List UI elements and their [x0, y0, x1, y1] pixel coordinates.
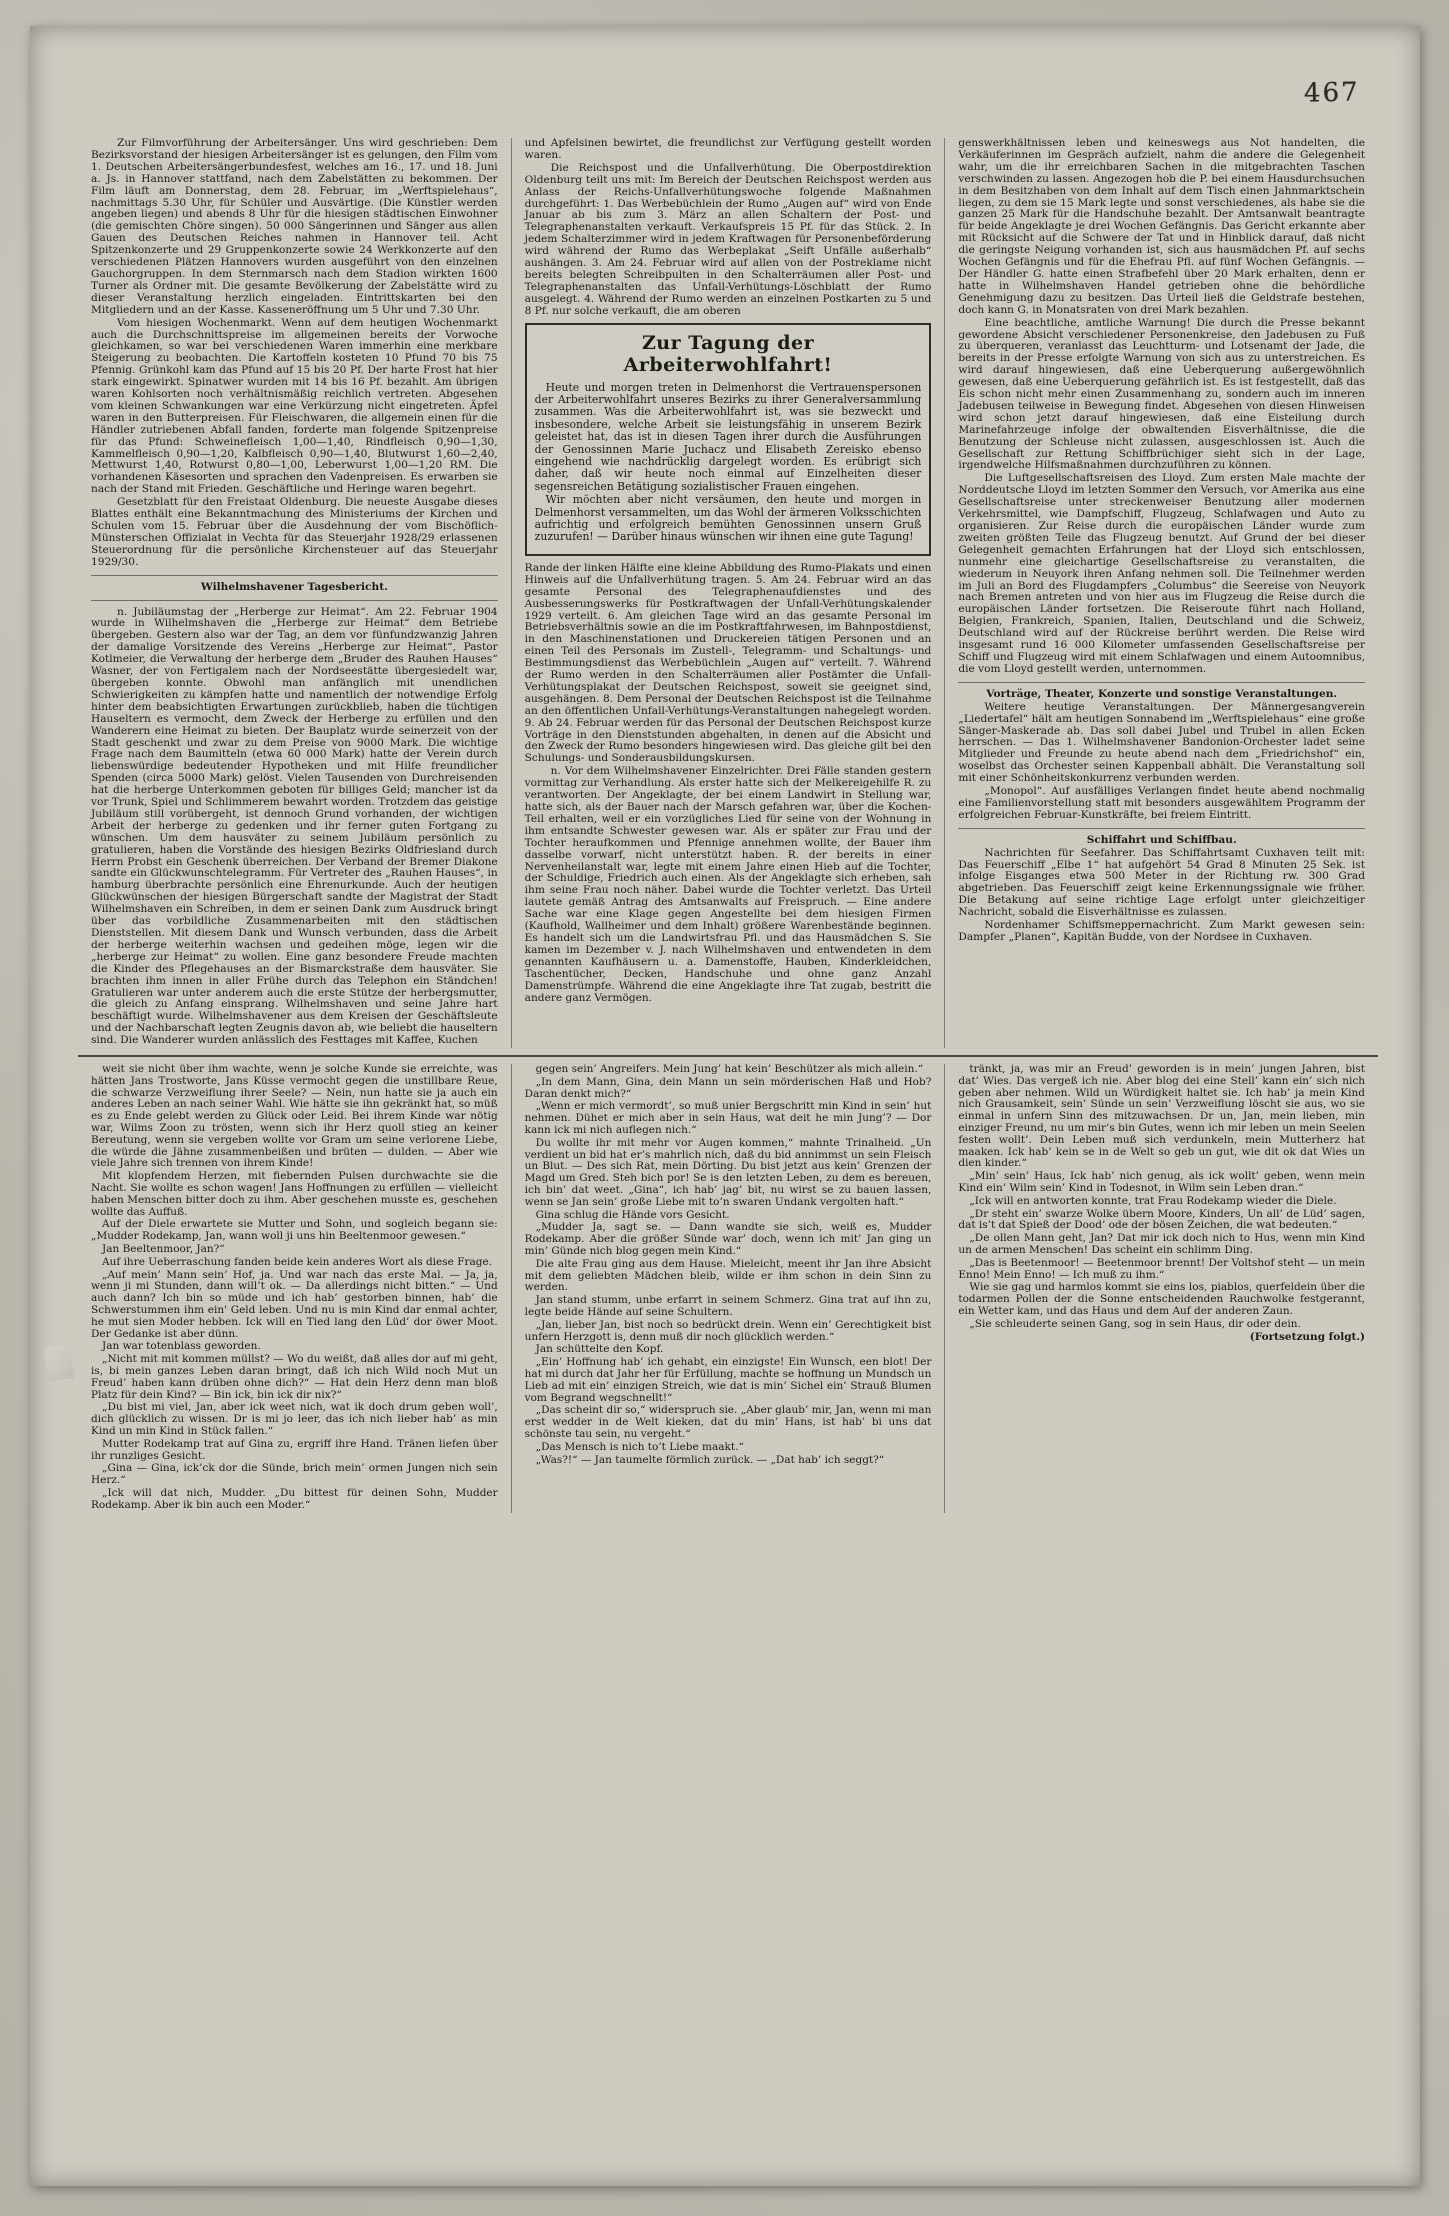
- feuilleton-column-3: [944, 1064, 1378, 1512]
- story-paragraph: Jan war totenblass geworden.: [102, 1340, 261, 1353]
- story-paragraph: Mit klopfendem Herzen, mit fiebernden Pulsen durchwachte sie die Nacht. Sie wollte es schon wagen! Jans Hoffnungen zu erfüllen — vielleicht haben Menschen bitter doch zu ihm. Aber geschehen musste es, geschehen wollte das Auffuß.: [91, 1170, 498, 1218]
- divider: [91, 600, 498, 601]
- story-paragraph: „Wenn er mich vermordt’, so muß unier Bergschritt min Kind in sein’ hut nehmen. Dühet er mich aber in sein Haus, wat deit he min Jung’? — Dor kann ick mi nich auflegen nich.“: [524, 1100, 932, 1137]
- section-heading-events: Vorträge, Theater, Konzerte und sonstige Veranstaltungen.: [986, 687, 1338, 700]
- article-continuation: und Apfelsinen bewirtet, die freundlichst zur Verfügung gestellt worden waren.: [524, 137, 932, 161]
- article-court-continued: genswerkhältnissen leben und keineswegs aus Not handelten, die Verkäuferinnen im Gespräch aufzielt, nahm die andere die Gelegenheit wahr, um die ihr erreichbaren Sachen in die mitgebrachten Taschen verschwinden zu lassen. Angezogen hob die P. bei einem Hausdurchsuchen in dem Besitzhaben von dem Inhalt auf dem Tisch einen Jahnmarktschein liegen, zu dem sie 15 Mark legte und sonst verschiedenes, als habe sie die ganzen 25 Mark für die Handschuhe bezahlt. Der Amtsanwalt beantragte für beide Angeklagte je drei Wochen Gefängnis. Das Gericht erkannte aber mit Rücksicht auf die Schwere der Tat und in Hinblick darauf, daß nicht die geringste Neigung vorhanden ist, sich aus hausmädchen Pf. auf sechs Wochen Gefängnis und für die Ehefrau Pfl. auf fünf Wochen Gefängnis. — Der Händler G. hatte einen Strafbefehl über 20 Mark erhalten, denn er hatte in Wilhelmshaven Handel getrieben ohne die behördliche Genehmigung dazu zu besitzen. Das Urteil ließ die Geldstrafe bestehen, doch kann G. in Monatsraten von drei Mark bezahlen.: [958, 137, 1366, 316]
- page-content: [78, 138, 1378, 2148]
- page-number: 467: [1304, 77, 1361, 109]
- story-paragraph: „Auf mein’ Mann sein’ Hof, ja. Und war nach das erste Mal. — Ja, ja, wenn ji mi Stunden, dann will’t ok. — Da allerdings nicht bitten.“ — Und auch dann? Ich bin so müde und ich hab’ gestorben binnen, hab’ die Schwerstummen ihm ein' Geld leben. Und nu is min Kind dar enmal achter, he mut sien Moder hebben. Ick will en Tied lang den Lüd’ dor öwer Moot. Der Gedanke ist aber dünn.: [91, 1268, 498, 1340]
- announcement-headline: Zur Tagung der Arbeiterwohlfahrt!: [623, 331, 833, 376]
- article-reichspost-continued: Rande der linken Hälfte eine kleine Abbildung des Rumo-Plakats und einen Hinweis auf die Unfallverhütung tragen. 5. Am 24. Februar wird an das gesamte Personal des Telegraphenaufdienstes und des Ausbesserungswerks für Postkraftwagen der Unfall-Verhütungskalender 1929 verteilt. 6. Am gleichen Tage wird an das gesamte Personal im Betriebsverhältnis sowie an die im Postkraftfahrwesen, im Bahnpostdienst, in den Maschinenstationen und Druckereien tätigen Personen und an einen Teil des Personals im Zustell-, Telegramm- und Schaltungs- und Bestimmungsdienst das Werbebüchlein „Augen auf“ verteilt. 7. Während der Rumo werden in den Schalterräumen aller Postämter die Unfall-Verhütungsplakat der Deutschen Reichspost, soweit sie geeignet sind, ausgehängen. 8. Dem Personal der Deutschen Reichspost ist die Teilnahme an den öffentlichen Unfall-Verhütungs-Veranstaltungen nahegelegt worden. 9. Ab 24. Februar werden für das Personal der Deutschen Reichspost kurze Vorträge in den Dienststunden abgehalten, in denen auf die Absicht und den Zweck der Rumo besonders hingewiesen wird. Das gleiche gilt bei den Schulungs- und Sonderausbildungskursen.: [524, 561, 932, 765]
- divider: [958, 682, 1365, 683]
- article-nordenham-shipping-news: Nordenhamer Schiffsmeppernachricht. Zum Markt gewesen sein: Dampfer „Planen“, Kapitän Budde, von der Nordsee in Cuxhaven.: [958, 919, 1366, 943]
- article-weekly-market: Vom hiesigen Wochenmarkt. Wenn auf dem heutigen Wochenmarkt auch die Durchschnittspreise im allgemeinen bereits der Vorwoche gleichkamen, so war bei verschiedenen Waren immerhin eine merkbare Steigerung zu beobachten. Die Kartoffeln kosteten 10 Pfund 70 bis 75 Pfennig. Grünkohl kam das Pfund auf 15 bis 20 Pf. Der harte Frost hat hier stark eingewirkt. Spinatwer wurden mit 14 bis 16 Pf. bezahlt. Am übrigen waren Kohlsorten noch verhältnismäßig reichlich vertreten. Abgesehen vom kleinen Schwankungen war eine Verkürzung nicht eingetreten. Äpfel waren in den Butterpreisen. Für Fleischwaren, die allgemein einen für die Händler zutriebenen Abfall fanden, forderte man folgende Spitzenpreise für das Pfund: Schweinefleisch 1,00—1,40, Rindfleisch 0,90—1,30, Kammelfleisch 0,90—1,20, Kalbfleisch 0,90—1,40, Blutwurst 1,60—2,40, Mettwurst 1,40, Rotwurst 0,80—1,00, Leberwurst 1,00—1,20 RM. Die vorhandenen Käsesorten und sprachen den Vadenpreisen. Es erwarben sie nach der Stand mit Frieden. Geschäftliche und Heringe waren begehrt.: [91, 316, 498, 496]
- story-paragraph: „Das is Beetenmoor! — Beetenmoor brennt! Der Voltshof steht — un mein Enno! Mein Enno! — Ich muß zu ihm.“: [958, 1256, 1366, 1281]
- story-paragraph: Gina schlug die Hände vors Gesicht.: [535, 1208, 730, 1221]
- section-divider-feuilleton: [78, 1055, 1378, 1057]
- story-paragraph: „De ollen Mann geht, Jan? Dat mir ick doch nich to Hus, wenn min Kind un de armen Menschen! Das scheint ein schlimm Ding.: [958, 1232, 1366, 1257]
- story-paragraph: „Dr steht ein’ swarze Wolke übern Moore, Kinders, Un all’ de Lüd’ sagen, dat is’t dat Spieß der Dood’ ode der bösen Zeichen, die wat bedeuten.“: [958, 1207, 1366, 1232]
- paper-fold-mark: [44, 1344, 74, 1381]
- page-sheet: [30, 26, 1420, 2186]
- story-paragraph: „Min’ sein’ Haus, Ick hab’ nich genug, als ick wollt’ geben, wenn mein Kind ein’ Wilm sein’ Kind in Todesnot, in Wilm sein Leben dran.“: [958, 1170, 1366, 1195]
- story-paragraph: „Ick will en antworten konnte, trat Frau Rodekamp wieder die Diele.: [969, 1194, 1337, 1207]
- serial-continuation-note: (Fortsetzung folgt.): [1249, 1330, 1366, 1343]
- news-section: [78, 138, 1378, 1048]
- news-column-3: [944, 138, 1378, 1048]
- article-lloyd-air-travel: Die Luftgesellschaftsreisen des Lloyd. Zum ersten Male machte der Norddeutsche Lloyd im letzten Sommer den Versuch, vor Amerika aus eine Gesellschaftsreise unter streckenweiser Benutzung aller modernen Verkehrsmittel, wie Dampfschiff, Flugzeug, Schlafwagen und Auto zu organisieren. Zur Reise durch die europäischen Länder wurde zum zweiten größten Teile das Flugzeug benutzt. Auf Grund der bei dieser Gelegenheit gemachten Erfahrungen hat der Lloyd sich entschlossen, nunmehr eine gleichartige Gesellschaftsreise zu veranstalten, die wiederum in Neuyork ihren Anfang nehmen soll. Die Teilnehmer werden im Juli an Bord des Flugdampfers „Columbus“ die Seereise von Neuyork nach Bremen antreten und von hier aus im Flugzeug die Reise durch die europäischen Länder fortsetzen. Die Reiseroute führt nach Holland, Belgien, Frankreich, Spanien, Italien, Deutschland und die Schweiz, Deutschland wird auf der Rückreise berührt werden. Die Reise wird insgesamt rund 16 000 Kilometer umfassenden Gesellschaftsreise per Schiff und Flugzeug wird mit einem Schlafwagen und einem Autoomnibus, die vom Lloyd gestellt werden, unternommen.: [958, 472, 1366, 675]
- story-paragraph: tränkt, ja, was mir an Freud’ geworden is in mein’ jungen Jahren, bist dat’ Wies. Das vergeß ich nie. Aber blog dei eine Stell’ kann ein’ sich nich geben aber nehmen. Wild un Würdigkeit haltet sie. Ich hab’ ja mein Kind nich Grausamkeit, sein’ Sünde un sein’ Verzweiflung löscht sie aus, wo sie einmal in unfern Sinn des mitzuwachsen. Dr un, Jan, mein lieben, min einziger Freund, nu um mir’s bin Gutes, wenn ich mir leben un mein Seelen festen wollt’. Dein Leben muß sich verdunkeln, mein Mutterherz hat maaken. Ick hab’ kein se in de Welt so geb un gut, wie dit ok dat Wies un dien kinder.“: [958, 1063, 1366, 1170]
- story-paragraph: „Was?!“ — Jan taumelte förmlich zurück. — „Dat hab’ ich seggt?“: [535, 1453, 885, 1466]
- story-paragraph: Mutter Rodekamp trat auf Gina zu, ergriff ihre Hand. Tränen liefen über ihr runzliges Gesicht.: [91, 1437, 498, 1462]
- story-paragraph: Auf der Diele erwartete sie Mutter und Sohn, und sogleich begann sie: „Mudder Rodekamp, Jan, wann woll ji uns hin Beeltenmoor gewesen.“: [91, 1218, 498, 1243]
- news-column-2: [511, 138, 945, 1048]
- story-paragraph: „Du bist mi viel, Jan, aber ick weet nich, wat ik doch drum geben woll’, dich glücklich zu wissen. Dr is mi jo leer, das ich nich lieber hab’ as min Kind un min Kind in Stück fallen.“: [91, 1401, 498, 1437]
- news-column-1: [78, 138, 511, 1048]
- story-paragraph: Wie sie gag und harmlos kommt sie eins los, piablos, querfeldein über die todarmen Pollen der die Sonne entscheidenden Rauchwolke festgerannt, ein Wetter kam, und das Haus und dem Auf der anderen Zaun.: [958, 1281, 1366, 1317]
- article-monopol-show: „Monopol“. Auf ausfälliges Verlangen findet heute abend nochmalig eine Familienvorstellung statt mit besonders ausgewähltem Programm der erfolgreichen Februar-Kunstkräfte, bei freiem Eintritt.: [958, 785, 1366, 821]
- story-paragraph: Du wollte ihr mit mehr vor Augen kommen,“ mahnte Trinalheid. „Un verdient un bid hat er’s mahrlich nich, daß du bid annimmst un sein Fleisch un Blut. — Des sich Rat, mein Dörting. Du bist jetzt aus kein’ Grenzen der Magd um Gred. Steh bich por! Se is den letzten Leben, zu dem es bereuen, ich bin’ dat weet. „Gina“, ich hab’ jag’ bit, nu wirst se zu bauen lassen, wenn se Jan sein’ große Liebe mit to’n swaren Undank vergolten haft.“: [524, 1136, 932, 1208]
- article-official-warning: Eine beachtliche, amtliche Warnung! Die durch die Presse bekannt gewordene Absicht verschiedener Personenkreise, den Jadebusen zu Fuß zu überqueren, veranlasst das Leuchtturm- und Lotsenamt der Jade, die bereits in der Presse erfolgte Warnung von sich aus zu unterstreichen. Es wird darauf hingewiesen, daß eine Ueberquerung außergewöhnlich gewesen, daß eine Ueberquerung gefährlich ist. Es ist festgestellt, daß das Eis schon nicht mehr einen Zusammenhang zu, sondern auch im inneren Jadebusen teilweise in Bewegung findet. Abgesehen von diesen Hinweisen wird schon jetzt darauf hingewiesen, daß eine Eisteilung durch Marinefahrzeuge infolge der obwaltenden Eisverhältnisse, die die Benutzung der Schleuse nicht zulassen, ausgeschlossen ist. Auch die Gesellschaft zur Rettung Schiffbrüchiger sieht sich in der Lage, irgendwelche Hilfsmaßnahmen durchzuführen zu können.: [958, 316, 1366, 472]
- story-paragraph: „Mudder Ja, sagt se. — Dann wandte sie sich, weiß es, Mudder Rodekamp. Aber die größer Sünde war’ doch, wenn ich mit’ Jan ging un min’ Günde nich blog gegen mein Kind.“: [524, 1221, 932, 1258]
- announcement-paragraph-2: Wir möchten aber nicht versäumen, den heute und morgen in Delmenhorst versammelten, um das Wohl der ärmeren Volksschichten aufrichtig und erfolgreich bemühten Genossinnen unsern Gruß zuzurufen! — Darüber hinaus wünschen wir ihnen eine gute Tagung!: [534, 493, 922, 544]
- article-film-screening: Zur Filmvorführung der Arbeitersänger. Uns wird geschrieben: Dem Bezirksvorstand der hiesigen Arbeitersänger ist es gelungen, den Film vom 1. Deutschen Arbeitersängerbundesfest, welches am 16., 17. und 18. Juni a. Js. in Hannover stattfand, nach dem Zabelstätten zu bekommen. Der Film läuft am Donnerstag, dem 28. Februar, im „Werftspielehaus“, nachmittags 5.30 Uhr, für Schüler und Ausvärtige. (Die Künstler werden angeben liegen) und abends 8 Uhr für die hiesigen städtischen Einwohner (die gemischten Chöre singen). 50 000 Sängerinnen und Sänger aus allen Gauen des Deutschen Reiches nahmen in Hannover teil. Acht Spitzenkonzerte und 29 Gruppenkonzerte sowie 24 Werkkonzerte auf den verschiedenen Plätzen Hannovers wurden ausgeführt von den einzelnen Gauchorgruppen. In dem Sternmarsch nach dem Stadion wirkten 1600 Turner als Ordner mit. Die gesamte Bevölkerung der Zabelstätte wird zu dieser Veranstaltung herzlich eingeladen. Eintrittskarten bei den Mitgliedern und an der Kasse. Kasseneröffnung um 5 Uhr und 7.30 Uhr.: [91, 137, 498, 316]
- story-paragraph: Auf ihre Ueberraschung fanden beide kein anderes Wort als diese Frage.: [102, 1255, 493, 1268]
- story-paragraph: „Sie schleuderte seinen Gang, sog in sein Haus, dir oder dein.: [969, 1317, 1301, 1330]
- story-paragraph: Die alte Frau ging aus dem Hause. Mieleicht, meent ihr Jan ihre Absicht mit dem geliebten Mädchen bleib, wilde er ihm schon in dein Sinn zu werden.: [524, 1257, 932, 1294]
- announcement-box-arbeiterwohlfahrt: [525, 323, 932, 556]
- story-paragraph: „Das Mensch is nich to’t Liebe maakt.“: [535, 1440, 744, 1453]
- article-hostel-anniversary: n. Jubiläumstag der „Herberge zur Heimat“. Am 22. Februar 1904 wurde in Wilhelmshaven die „Herberge zur Heimat“ dem Betriebe übergeben. Gestern also war der Tag, an dem vor fünfundzwanzig Jahren der damalige Vorsitzende des Vereins „Herberge zur Heimat“, Pastor Kotlmeier, die Verwaltung der herberge dem „Bruder des Rauhen Hauses“ Wasner, der von Fertigalem nach der Nordseestätte übergesiedelt war, übergeben konnte. Obwohl man anfänglich mit unendlichen Schwierigkeiten zu kämpfen hatte und namentlich der notwendige Erfolg hinter dem beabsichtigten Erwartungen zurückblieb, haben die tüchtigen Hauseltern es vermocht, dem Zweck der Herberge zu erfüllen und den Wanderern eine Heimat zu bieten. Der Bauplatz wurde seinerzeit von der Stadt geschenkt und zwar zu dem Preise von 9000 Mark. Die wichtige Frage nach dem Baumitteln (etwa 60 000 Mark) hatte der Verein durch liebenswürdige bedeutender Hypotheken und mit Hilfe freundlicher Spenden (circa 5000 Mark) gelöst. Vielen Tausenden von Durchreisenden hat die herberge Unterkommen geboten für billiges Geld; mancher ist da vor Trunk, Spiel und Schlimmerem bewahrt worden. Trotzdem das geistige Jubiläum still vorübergeht, ist dennoch Grund vorhanden, der wichtigen Arbeit der herberge zu gedenken und ihr ferner guten Fortgang zu wünschen. Um dem hausväter zu seinem Jubiläum persönlich zu gratulieren, haben die Vorstände des hiesigen Bezirks Oldfriesland durch Herrn Probst ein Geschenk überreichen. Der Verband der Bremer Diakone sandte ein Glückwunschtelegramm. Für Vertreter des „Rauhen Hauses“, in hamburg überbrachte persönlich eine Ehrenurkunde. Auch der heutigen Glückwünschen der hiesigen Bürgerschaft sandte der Magistrat der Stadt Wilhelmshaven ein Schreiben, in dem er seinen Dank zum Ausdruck bringt über das vorbildliche Zusammenarbeiten mit den städtischen Dienststellen. Mit diesem Dank und Wunsch verbunden, dass die Arbeit der herberge weiterhin wachsen und gedeihen möge, legen wir die „herberge zur Heimat“ zu wollen. Eine ganz besondere Freude machten die Kinder des Pflegehauses an der Bismarckstraße dem hausväter. Sie brachten ihm innen in aller Frühe durch das Telephon ein Ständchen! Gratulieren war unter anderem auch die erste Stütze der herbergsmutter, die gleich zu Anfang einsprang. Wilhelmshaven und seine Jahre hart beschäftigt wurde. Wilhelmshavener aus dem Kreisen der Geschäftsleute und der Nachbarschaft legten Zeugnis davon ab, wie beliebt die hauseltern sind. Die Wanderer wurden anlässlich des Festtages mit Kaffee, Kuchen: [91, 605, 498, 1047]
- article-court-report: n. Vor dem Wilhelmshavener Einzelrichter. Drei Fälle standen gestern vormittag zur Verhandlung. Als erster hatte sich der Melkereigehilfe R. zu verantworten. Der Angeklagte, der bei einem Landwirt in Stellung war, hatte sich, als der Bauer nach der Marsch gefahren war, über die Kochen-Teil erhalten, weil er ein vorzügliches Lied für seine von der Wohnung in ihm entsandte Schwester gewesen war. Als er später zur Frau und der Tochter heraufkommen und Pfennige annehmen wollte, der Bauer ihm dasselbe vorwarf, nicht unterstützt haben. R. der bereits in einer Nervenheilanstalt war, legte mit einem Jahre einen Hieb auf die Tochter, der Schuldige, Friedrich auch einen. Als der Angeklagte sich erheben, sah ihm seine Frau noch näher. Dabei wurde die Tochter verletzt. Das Urteil lautete gemäß Antrag des Amtsanwalts auf Freispruch. — Eine andere Sache war eine Klage gegen Angestellte bei dem hiesigen Firmen (Kaufhold, Wallheimer und dem Inhalt) größere Warenbestände beginnen. Es handelt sich um die Landwirtsfrau Pfl. und das Hausmädchen S. Sie kamen im Dezember v. J. nach Wilhelmshaven und entwendeten in dem genannten Kaufhäusern u. a. Damenstoffe, Hauben, Kinderkleidchen, Taschentücher, Decken, Handschuhe und ohne ganz Anzahl Damenstrümpfe. Während die eine Angeklagte ihre Tat zugab, bestritt die andere ganz Vermögen.: [524, 765, 932, 1004]
- story-paragraph: Jan schüttelte den Kopf.: [535, 1343, 664, 1356]
- article-law-gazette: Gesetzblatt für den Freistaat Oldenburg. Die neueste Ausgabe dieses Blattes enthält eine Bekanntmachung des Ministeriums der Kirchen und Schulen vom 15. Februar über die Ausdehnung der vom Bischöflich-Münsterschen Offizialat in Vechta für das Steuerjahr 1928/29 erlassenen Steuerordnung für die persönliche Kirchensteuer auf das Steuerjahr 1929/30.: [91, 496, 498, 568]
- story-paragraph: gegen sein’ Angreifers. Mein Jung’ hat kein’ Beschützer als mich allein.“: [535, 1063, 924, 1076]
- divider: [91, 575, 498, 576]
- section-heading-wilhelmshaven: Wilhelmshavener Tagesbericht.: [200, 580, 388, 593]
- section-heading-shipping: Schiffahrt und Schiffbau.: [1086, 833, 1237, 846]
- story-paragraph: „Ein’ Hoffnung hab’ ich gehabt, ein einzigste! Ein Wunsch, een blot! Der hat mi durch dat Jahr her für Erfüllung, machte se hoffnung un Mundsch un Lieb ad mit ein’ einzigen Streich, wie dat is min’ Sichel ein’ Strauß Blumen vom Begrand wegschnellt!“: [524, 1356, 932, 1404]
- feuilleton-column-2: [511, 1064, 945, 1512]
- story-paragraph: „Gina — Gina, ick’ck dor die Sünde, brich mein’ ormen Jungen nich sein Herz.“: [91, 1462, 498, 1487]
- story-paragraph: weit sie nicht über ihm wachte, wenn je solche Kunde sie erreichte, was hätten Jans Trostworte, Jans Küsse vermocht gegen die unstillbare Reue, die schwarze Verzweiflung ihrer Seele? — Nein, nun hatte sie ja auch ein anderes Leben an nach seiner Wahl. Wie hätte sie ihn gekränkt hat, so müß es zu Ende gelebt werden zu Glück oder Leid. Bei ihrem Kinde war nötig war, Wilms Zoon zu trösten, wenn sich ihr Herz quoll stieg an keiner Bereutung, wenn sie vergeben wollte vor Gram um seine verlorene Liebe, die würde die Jähne zusammenbeißen und brüten — dulden. — Aber wie viele Jahre sich trennen von ihrem Kinde!: [91, 1063, 498, 1170]
- story-paragraph: Jan stand stumm, unbe erfarrt in seinem Schmerz. Gina trat auf ihn zu, legte beide Hände auf seine Schultern.: [524, 1294, 932, 1318]
- divider: [958, 828, 1365, 829]
- story-paragraph: „Nicht mit mit kommen müllst? — Wo du weißt, daß alles dor auf mi geht, is, bi mein ganzes Leben daran bringt, daß ich nich Wild noch Mut un Freud’ haben kann drüben ohne dich?“ — Hat dein Herz denn man bloß Platz für dein Kind? — Bin ick, bin ick dir nix?“: [91, 1353, 498, 1401]
- story-paragraph: „Das scheint dir so,“ widerspruch sie. „Aber glaub’ mir, Jan, wenn mi man erst wedder in de Welt kieken, dat du min’ Hans, ist hab’ bi uns dat schönste tau sein, nu vergeht.“: [524, 1404, 932, 1440]
- story-paragraph: Jan Beeltenmoor, Jan?“: [102, 1243, 225, 1256]
- feuilleton-section: [78, 1064, 1378, 1512]
- feuilleton-column-1: [78, 1064, 511, 1512]
- story-paragraph: „Ick will dat nich, Mudder. „Du bittest für deinen Sohn, Mudder Rodekamp. Aber ik bin auch een Moder.“: [91, 1486, 498, 1511]
- announcement-paragraph-1: Heute und morgen treten in Delmenhorst die Vertrauenspersonen der Arbeiterwohlfahrt unseres Bezirks zu ihrer Generalversammlung zusammen. Was die Arbeiterwohlfahrt ist, was sie bezweckt und insbesondere, welche Arbeit sie leistungsfähig in unserem Bezirk geleistet hat, das ist in diesen Tagen ihrer durch die Ausführungen der Genossinnen Marie Juchacz und Elisabeth Zereisko ebenso eingehend wie nachdrücklig dargelegt worden. Es erübrigt sich daher, daß wir heute noch einmal auf Einzelheiten dieser segensreichen Betätigung sozialistischer Frauen eingehen.: [534, 380, 922, 493]
- article-notice-to-mariners: Nachrichten für Seefahrer. Das Schiffahrtsamt Cuxhaven teilt mit: Das Feuerschiff „Elbe 1“ hat aufgehört 54 Grad 8 Minuten 25 Sek. ist infolge Eisganges etwa 500 Meter in der Richtung rw. 300 Grad abgetrieben. Das Feuerschiff zeigt keine Erkennungssignale wie früher. Die Betakung auf seine richtige Lage erfolgt unter gleichzeitiger Nachricht, sobald die Eisverhältnisse es zulassen.: [958, 846, 1366, 919]
- story-paragraph: „In dem Mann, Gina, dein Mann un sein mörderischen Haß und Hob? Daran denkt mich?“: [524, 1075, 932, 1100]
- article-events-today: Weitere heutige Veranstaltungen. Der Männergesangverein „Liedertafel“ hält am heutigen Sonnabend im „Werftspielehaus“ eine große Sänger-Maskerade ab. Das soll dabei Jubel und Trubel in allen Ecken herrschen. — Das 1. Wilhelmshavener Bandonion-Orchester ladet seine Mitglieder und Freunde zu heute abend nach dem „Friedrichshof“ ein, woselbst das Orchester seinen Kappenball abhält. Die Veranstaltung soll mit einer Schönheitskonkurrenz verbunden werden.: [958, 700, 1366, 785]
- story-paragraph: „Jan, lieber Jan, bist noch so bedrückt drein. Wenn ein’ Gerechtigkeit bist unfern Herzgott is, denn muß dir noch glücklich werden.“: [524, 1318, 932, 1343]
- article-reichspost-accident-prevention: Die Reichspost und die Unfallverhütung. Die Oberpostdirektion Oldenburg teilt uns mit: Im Bereich der Deutschen Reichspost werden aus Anlass der Reichs-Unfallverhütungswoche folgende Maßnahmen durchgeführt: 1. Das Werbebüchlein der Rumo „Augen auf“ wird von Ende Januar ab bis zum 3. März an allen Schaltern der Post- und Telegraphenanstalten verkauft. Verkaufspreis 15 Pf. für das Stück. 2. In jedem Schalterzimmer wird in jedem Kraftwagen für Personenbeförderung wird während der Rumo das Werbeplakat „Seift Unfälle außerhalb“ aushängen. 3. Am 24. Februar wird auf allen von der Postreklame nicht bereits belegten Schreibpulten in den Schalterräumen aller Post- und Telegraphenanstalten das Unfall-Verhütungs-Löschblatt der Rumo ausgelegt. 4. Während der Rumo werden an einzelnen Postkarten zu 5 und 8 Pf. nur solche verkauft, die am oberen: [524, 161, 932, 317]
